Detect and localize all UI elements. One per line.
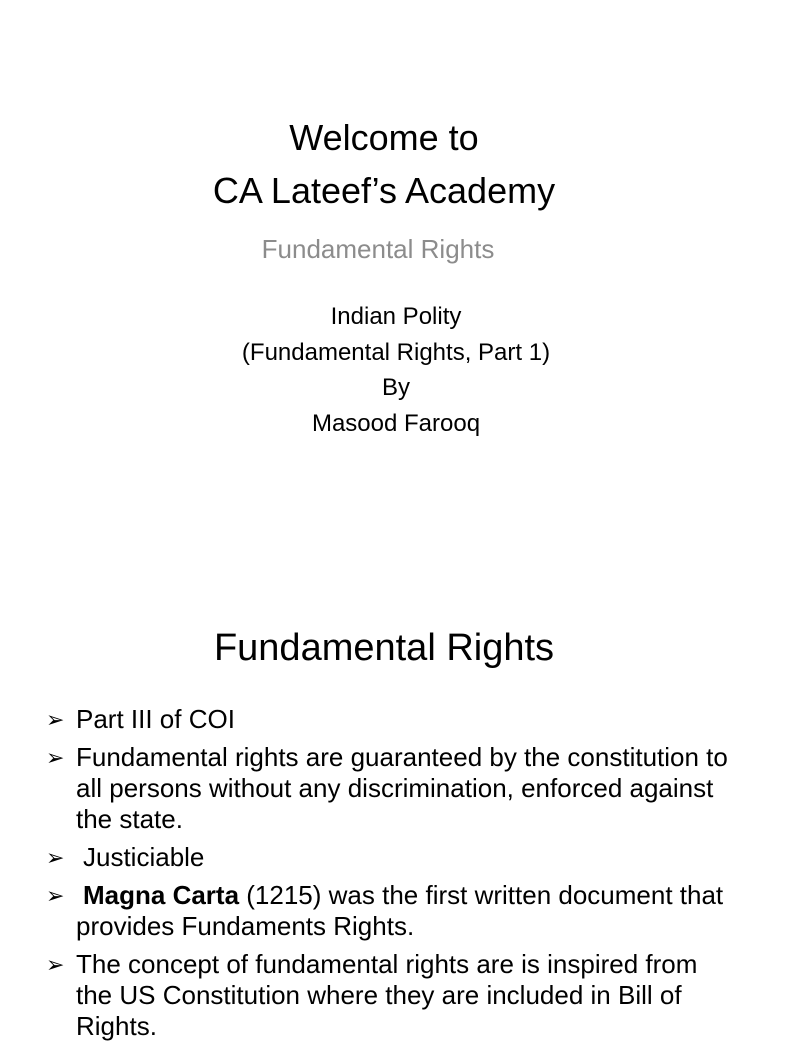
bullet-text: Part III of COI (76, 704, 235, 734)
content-slide-title: Fundamental Rights (213, 627, 555, 669)
bullet-bold-term: Magna Carta (83, 880, 240, 910)
bullet-text: Fundamental rights are guaranteed by the constitution to all persons without any discrimination, enforced against the state. (76, 742, 728, 834)
slide-subtitle: Fundamental Rights (261, 234, 495, 264)
bullet-item (46, 949, 736, 1042)
bullet-item (46, 742, 736, 835)
arrow-bullet-icon: ➢ (46, 745, 65, 770)
arrow-bullet-icon: ➢ (46, 883, 65, 908)
arrow-bullet-icon: ➢ (46, 952, 65, 977)
author-name: Masood Farooq (311, 410, 481, 437)
by-label: By (381, 374, 410, 401)
bullet-list (46, 704, 736, 1049)
content-slide (0, 576, 768, 1041)
course-name: Indian Polity (330, 303, 462, 330)
bullet-text: Justiciable (83, 842, 205, 872)
bullet-item (46, 880, 736, 942)
arrow-bullet-icon: ➢ (46, 845, 65, 870)
bullet-item (46, 704, 736, 735)
academy-title-line: CA Lateef’s Academy (212, 170, 556, 211)
welcome-title-line: Welcome to (289, 117, 479, 158)
bullet-text: (1215) was the first written document that provides Fundaments Rights. (76, 880, 724, 941)
bullet-text: The concept of fundamental rights are is inspired from the US Constitution where they are included in Bill of Rights. (76, 949, 698, 1041)
arrow-bullet-icon: ➢ (46, 707, 65, 732)
bullet-item (46, 842, 736, 873)
course-part: (Fundamental Rights, Part 1) (241, 339, 551, 366)
